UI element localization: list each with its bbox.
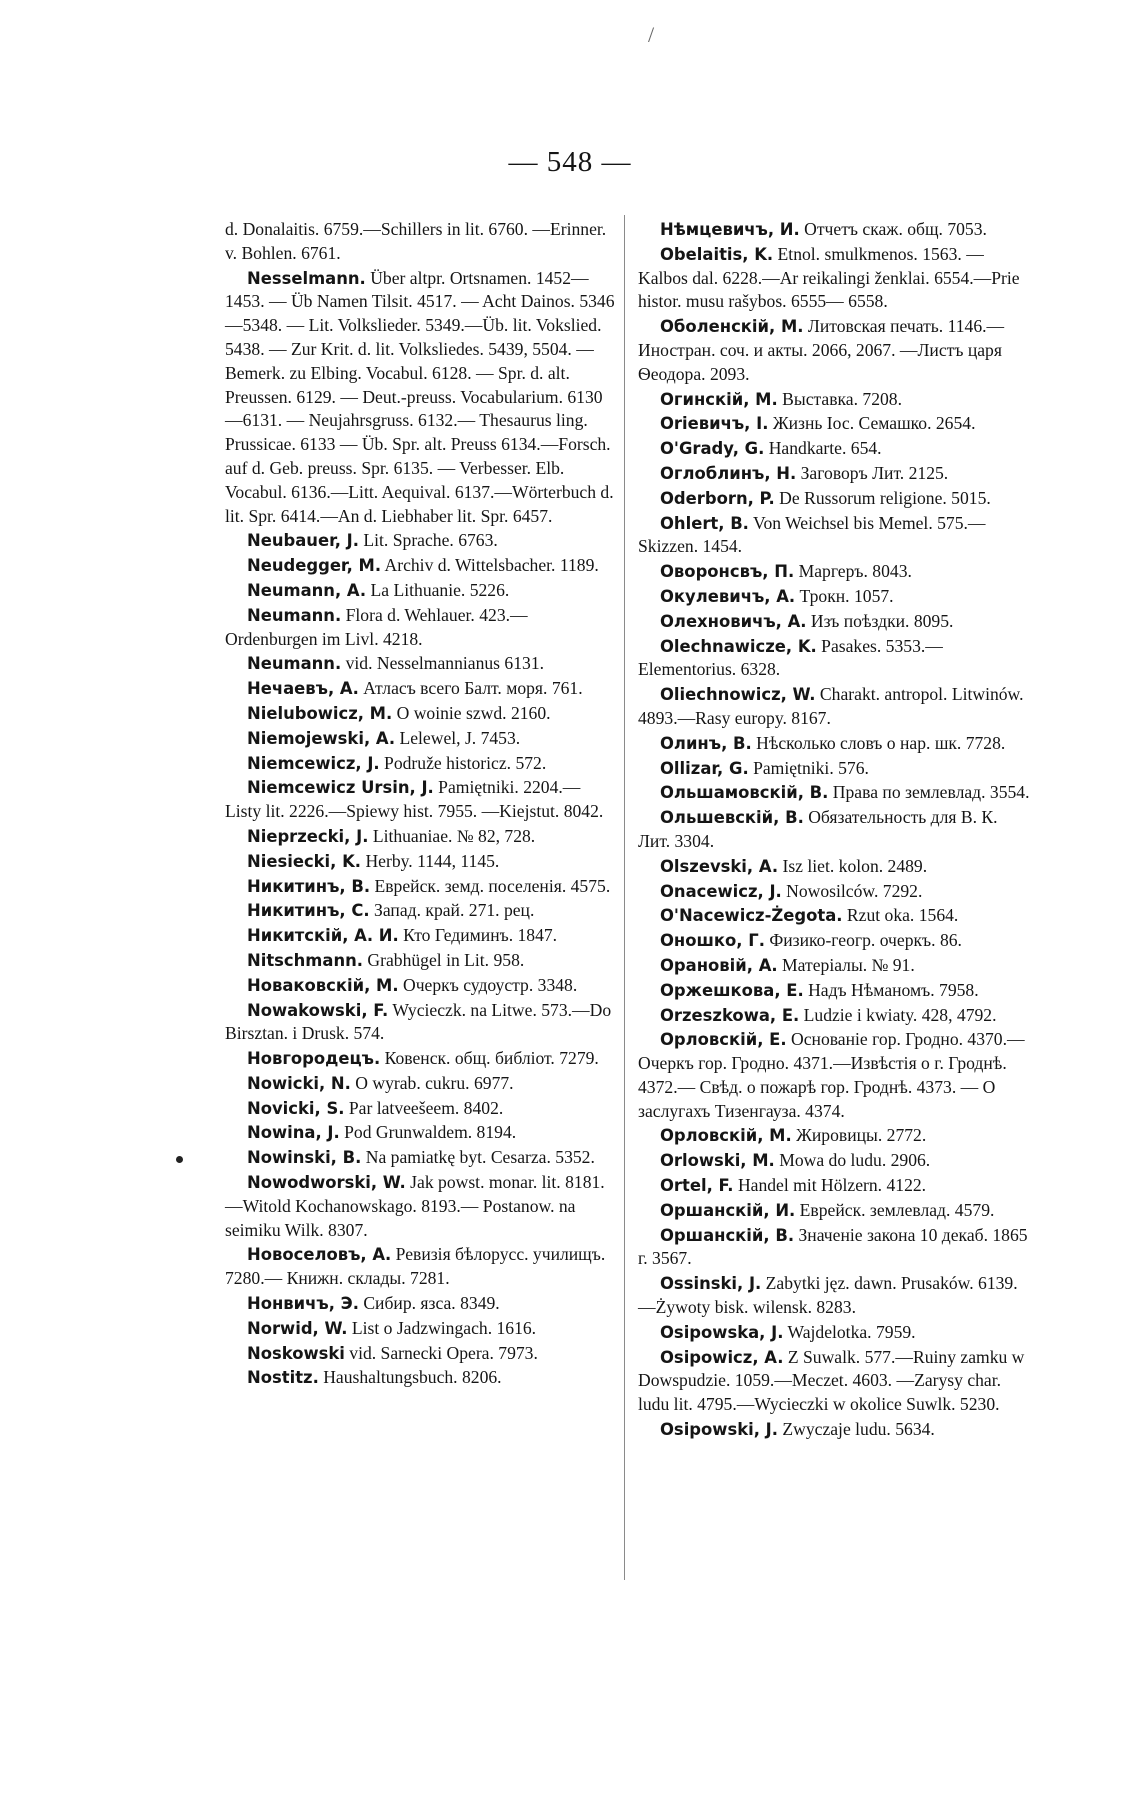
entry-author: Олинъ, В. (660, 733, 752, 753)
entry-works: Isz liet. kolon. 2489. (778, 855, 928, 876)
index-entry (225, 1342, 615, 1366)
index-entry (638, 487, 1033, 511)
entry-works: Ковенск. общ. библіот. 7279. (380, 1048, 599, 1069)
entry-author: Nowakowski, F. (247, 1000, 389, 1020)
entry-works: Pamiętniki. 2204.—Listy lit. 2226.—Spiewy hist. 7955. —Kiejstut. 8042. (225, 777, 604, 822)
entry-author: Osipowski, J. (660, 1420, 778, 1440)
index-entry (225, 1121, 615, 1145)
entry-author: Орановій, А. (660, 955, 778, 975)
entry-works: Wajdelotka. 7959. (783, 1321, 916, 1342)
entry-author: Никитинъ, В. (247, 876, 371, 896)
entry-author: Niesiecki, K. (247, 851, 362, 871)
entry-works: Grabhügel in Lit. 958. (363, 949, 525, 970)
index-entry (225, 1366, 615, 1390)
entry-works: O wyrab. cukru. 6977. (350, 1072, 514, 1093)
entry-works: Zabytki jęz. dawn. Prusaków. 6139.—Żywoty bisk. wilensk. 8283. (638, 1273, 1018, 1318)
index-entry (638, 855, 1033, 879)
index-entry (225, 702, 615, 726)
entry-author: Olechnawicze, K. (660, 636, 817, 656)
entry-works: Lit. Sprache. 6763. (359, 530, 498, 551)
entry-works: Очеркъ судоустр. 3348. (398, 974, 578, 995)
entry-works: Lelewel, J. 7453. (395, 727, 521, 748)
entry-author: Neumann. (247, 605, 342, 625)
index-entry (638, 635, 1033, 683)
entry-works: Charakt. antropol. Litwinów. 4893.—Rasy europy. 8167. (638, 684, 1024, 728)
entry-works: Par latveešeem. 8402. (344, 1097, 504, 1118)
entry-author: Nowicki, N. (247, 1073, 351, 1093)
index-entry (225, 554, 615, 578)
index-entry (638, 1124, 1033, 1148)
entry-author: Ohlert, B. (660, 513, 749, 533)
entry-author: Олехновичъ, А. (660, 611, 807, 631)
entry-author: Ossinski, J. (660, 1274, 762, 1294)
entry-author: Новаковскій, М. (247, 975, 399, 995)
index-entry (225, 974, 615, 998)
entry-works: Jak powst. monar. lit. 8181.—Witold Kochanowskago. 8193.— Postanow. na sеimiku Wilk. 8307. (225, 1172, 605, 1240)
index-entry (638, 1199, 1033, 1223)
entry-author: Никитинъ, С. (247, 901, 370, 921)
entry-works: Haushaltungsbuch. 8206. (318, 1367, 502, 1388)
entry-author: Neumann, A. (247, 580, 367, 600)
entry-works: Ludzie i kwiaty. 428, 4792. (799, 1004, 997, 1025)
entry-works: Nowosilców. 7292. (781, 880, 923, 901)
index-entry (638, 437, 1033, 461)
entry-works: Надъ Нѣманомъ. 7958. (803, 979, 979, 1000)
entry-author: Nostitz. (247, 1368, 319, 1388)
margin-bullet (176, 1156, 183, 1163)
entry-author: Nowinski, B. (247, 1148, 362, 1168)
entry-works: Основаніе гор. Гродно. 4370.—Очеркъ гор. Гродно. 4371.—Извѣстія о г. Гроднѣ. 4372.— Свѣд. о пожарѣ гор. Гроднѣ. 4373. — О заслугахъ Тизенгауза. 4374. (638, 1029, 1025, 1121)
entry-works: La Lithuanie. 5226. (366, 579, 510, 600)
entry-works: Отчетъ скаж. общ. 7053. (799, 219, 987, 239)
index-entry (638, 904, 1033, 928)
index-entry (225, 850, 615, 874)
entry-works: De Russorum religione. 5015. (774, 487, 991, 508)
entry-works: Атласъ всего Балт. моря. 761. (358, 678, 583, 699)
entry-works: vid. Nesselmannianus 6131. (341, 653, 545, 674)
entry-works: Z Suwalk. 577.—Ruiny zamku w Dowspudzie. 1059.—Meczet. 4603. —Zarysy char. ludu lit. 4795.—Wycieczki w okolice Suwlk. 5230. (638, 1346, 1025, 1415)
entry-author: Ollizar, G. (660, 758, 749, 778)
index-entry (225, 1292, 615, 1316)
entry-works: Pasakes. 5353.— Elementorius. 6328. (638, 635, 943, 680)
entry-author: Osipowska, J. (660, 1322, 784, 1342)
index-entry (225, 1317, 615, 1341)
entry-author: Оржешкова, Е. (660, 980, 804, 1000)
entry-works: Etnol. smulkmenos. 1563. —Kalbos dal. 6228.—Ar reikalingi ženklai. 6554.—Prie histor. musu rašybos. 6555— 6558. (638, 243, 1020, 312)
entry-author: Niemojewski, A. (247, 728, 396, 748)
index-entry (225, 875, 615, 899)
entry-author: Nielubowicz, M. (247, 703, 393, 723)
entry-author: Nowina, J. (247, 1123, 340, 1143)
entry-author: Оглоблинъ, Н. (660, 463, 797, 483)
entry-works: Archiv d. Wittelsbacher. 1189. (381, 555, 599, 576)
entry-author: Новоселовъ, А. (247, 1245, 392, 1265)
entry-author: Orlowski, M. (660, 1151, 775, 1171)
index-entry (225, 1047, 615, 1071)
entry-author: Neumann. (247, 654, 342, 674)
index-entry (638, 1418, 1033, 1442)
index-entry (225, 1146, 615, 1170)
index-entry (638, 388, 1033, 412)
index-entry (638, 560, 1033, 584)
index-entry (638, 1346, 1033, 1417)
entry-author: Niemcewicz Ursin, J. (247, 778, 434, 798)
entry-author: Onacewicz, J. (660, 881, 782, 901)
entry-works: Lithuaniae. № 82, 728. (368, 825, 536, 846)
index-entry (225, 924, 615, 948)
entry-works: Кто Гедиминъ. 1847. (398, 925, 558, 946)
index-entry (225, 267, 615, 529)
entry-author: Нонвичъ, Э. (247, 1294, 359, 1314)
index-entry (225, 776, 615, 824)
entry-author: Окулевичъ, А. (660, 586, 796, 606)
entry-author: Novicki, S. (247, 1098, 345, 1118)
entry-author: Оворонсвъ, П. (660, 562, 795, 582)
entry-works: Handel mit Hölzern. 4122. (733, 1175, 927, 1196)
entry-author: Orieвичъ, I. (660, 414, 769, 434)
entry-works: Права по землевлад. 3554. (828, 782, 1030, 803)
entry-author: Nowodworski, W. (247, 1173, 406, 1193)
entry-author: Оршанскій, В. (660, 1225, 795, 1245)
index-entry (225, 677, 615, 701)
entry-author: Neudegger, M. (247, 556, 382, 576)
entry-author: Орловскій, М. (660, 1126, 792, 1146)
index-entry (638, 1028, 1033, 1123)
entry-works: Обязательность для В. К. Лит. 3304. (638, 807, 998, 851)
entry-works: Von Weichsel bis Memel. 575.—Skizzen. 1454. (638, 512, 986, 557)
entry-works: Herby. 1144, 1145. (361, 850, 500, 871)
entry-author: Norwid, W. (247, 1318, 348, 1338)
index-entry (638, 880, 1033, 904)
entry-works: d. Donalaitis. 6759.—Schillers in lit. 6760. —Erinner. v. Bohlen. 6761. (225, 219, 607, 263)
entry-author: Nieprzecki, J. (247, 826, 369, 846)
entry-works: Нѣсколько словъ о нар. шк. 7728. (751, 732, 1006, 753)
index-entry (638, 610, 1033, 634)
entry-works: List o Jadzwingach. 1616. (347, 1317, 537, 1338)
index-entry (638, 1224, 1033, 1272)
column-divider (624, 215, 625, 1580)
index-entry (638, 757, 1033, 781)
entry-works: Заговоръ Лит. 2125. (796, 462, 949, 483)
entry-works: Маргеръ. 8043. (794, 561, 912, 582)
entry-author: Neubauer, J. (247, 531, 360, 551)
entry-author: Никитскій, А. И. (247, 926, 399, 946)
entry-works: Rzut oka. 1564. (842, 905, 959, 926)
entry-works: Значеніе закона 10 декаб. 1865 г. 3567. (638, 1224, 1028, 1269)
entry-author: Новгородецъ. (247, 1049, 381, 1069)
entry-works: Сибир. язса. 8349. (358, 1293, 500, 1314)
entry-works: O woinie szwd. 2160. (392, 702, 551, 723)
index-entry (638, 954, 1033, 978)
entry-works: Трокн. 1057. (795, 585, 894, 606)
entry-works: Еврейск. землевлад. 4579. (795, 1199, 995, 1220)
entry-author: Osipowicz, A. (660, 1347, 784, 1367)
entry-works: Ревизія бѣлорусс. училищъ. 7280.— Книжн. склады. 7281. (225, 1244, 606, 1289)
entry-works: Жировицы. 2772. (791, 1125, 927, 1146)
entry-author: Niemcewicz, J. (247, 753, 380, 773)
right-column (638, 218, 1033, 1443)
index-entry (638, 1149, 1033, 1173)
index-entry (225, 752, 615, 776)
index-entry (638, 315, 1033, 386)
scan-mark: / (648, 22, 655, 47)
index-entry (225, 727, 615, 751)
entry-author: Orzeszkowa, E. (660, 1005, 800, 1025)
index-entry (225, 949, 615, 973)
entry-author: O'Grady, G. (660, 439, 765, 459)
entry-author: Оршанскій, И. (660, 1200, 796, 1220)
entry-works: Литовская печать. 1146.—Иностран. соч. и акты. 2066, 2067. —Листъ царя Ѳеодора. 2093. (638, 316, 1005, 384)
entry-works: Na pamiatkę byt. Cesarza. 5352. (361, 1147, 595, 1168)
index-entry (225, 652, 615, 676)
entry-works: Wycieczk. na Litwe. 573.—Do Birsztan. i Drusk. 574. (225, 999, 612, 1044)
entry-author: Obelaitis, K. (660, 244, 774, 264)
index-entry (225, 218, 615, 266)
entry-works: Mowa do ludu. 2906. (774, 1150, 931, 1171)
entry-author: Нѣмцевичъ, И. (660, 220, 800, 239)
index-entry (638, 1321, 1033, 1345)
index-entry (225, 604, 615, 652)
entry-works: Über altpr. Ortsnamen. 1452—1453. — Üb Namen Tilsit. 4517. — Acht Dainos. 5346—5348. — Lit. Volkslieder. 5349.—Üb. lit. Vokslied. 5438. — Zur Krit. d. lit. Volksliedes. 5439, 5504. — Bemerk. zu Elbing. Vocabul. 6128. — Spr. d. alt. Preussen. 6129. — Deut.-preuss. Vocabularium. 6130—6131. — Neujahrsgruss. 6132.— Thesaurus ling. Prussicae. 6133 — Üb. Spr. alt. Preuss 6134.—Forsch. auf d. Geb. preuss. Spr. 6135. — Verbesser. Elb. Vocabul. 6136.—Litt. Aequival. 6137.—Wörterbuch d. lit. Spr. 6414.—An d. Liebhaber lit. Spr. 6457. (225, 267, 615, 526)
index-entry (638, 1174, 1033, 1198)
index-entry (225, 1243, 615, 1291)
entry-author: Оношко, Г. (660, 931, 765, 951)
entry-works: Выставка. 7208. (777, 388, 902, 409)
entry-author: Ольшевскій, В. (660, 808, 804, 828)
entry-works: Podruže historicz. 572. (379, 752, 547, 773)
index-entry (225, 1097, 615, 1121)
entry-author: Оболенскій, М. (660, 317, 804, 337)
entry-works: Изъ поѣздки. 8095. (806, 610, 954, 631)
entry-author: Орловскій, Е. (660, 1030, 787, 1050)
entry-author: Olszevski, A. (660, 856, 779, 876)
entry-works: Pod Grunwaldem. 8194. (339, 1122, 517, 1143)
left-column (225, 218, 615, 1391)
index-entry (225, 1072, 615, 1096)
index-entry (225, 1171, 615, 1242)
index-entry (638, 732, 1033, 756)
index-entry (638, 979, 1033, 1003)
entry-author: Nesselmann. (247, 268, 366, 288)
index-entry (638, 585, 1033, 609)
entry-works: Запад. край. 271. рец. (369, 900, 535, 921)
index-entry (638, 929, 1033, 953)
index-entry (638, 806, 1033, 854)
entry-author: O'Nacewicz-Żegota. (660, 906, 843, 926)
index-entry (225, 529, 615, 553)
entry-works: vid. Sarnecki Opera. 7973. (344, 1342, 538, 1363)
index-entry (638, 512, 1033, 560)
entry-author: Огинскій, М. (660, 389, 778, 409)
entry-works: Матеріалы. № 91. (777, 954, 915, 975)
index-entry (638, 243, 1033, 314)
entry-works: Handkarte. 654. (764, 438, 882, 459)
index-entry (638, 412, 1033, 436)
index-entry (225, 999, 615, 1047)
entry-works: Pamiętniki. 576. (748, 757, 869, 778)
index-entry (638, 1272, 1033, 1320)
entry-works: Еврейск. земд. поселенія. 4575. (370, 875, 611, 896)
index-entry (638, 1004, 1033, 1028)
index-entry (638, 781, 1033, 805)
index-entry (225, 825, 615, 849)
entry-author: Noskowski (247, 1343, 345, 1363)
entry-works: Физико-геогр. очеркъ. 86. (764, 930, 962, 951)
entry-author: Нечаевъ, А. (247, 679, 359, 699)
index-entry (225, 579, 615, 603)
entry-works: Flora d. Wehlauer. 423.— Ordenburgen im Livl. 4218. (225, 604, 528, 649)
index-entry (638, 462, 1033, 486)
index-entry (638, 218, 1033, 242)
index-entry (225, 899, 615, 923)
entry-author: Oderborn, P. (660, 488, 775, 508)
entry-author: Ольшамовскій, В. (660, 783, 829, 803)
entry-author: Ortel, F. (660, 1176, 734, 1196)
entry-works: Zwyczaje ludu. 5634. (777, 1419, 935, 1440)
entry-author: Nitschmann. (247, 950, 364, 970)
page-number: — 548 — (508, 146, 632, 178)
index-entry (638, 683, 1033, 731)
entry-author: Oliechnowicz, W. (660, 685, 816, 705)
entry-works: Жизнь Іос. Семашко. 2654. (768, 413, 976, 434)
